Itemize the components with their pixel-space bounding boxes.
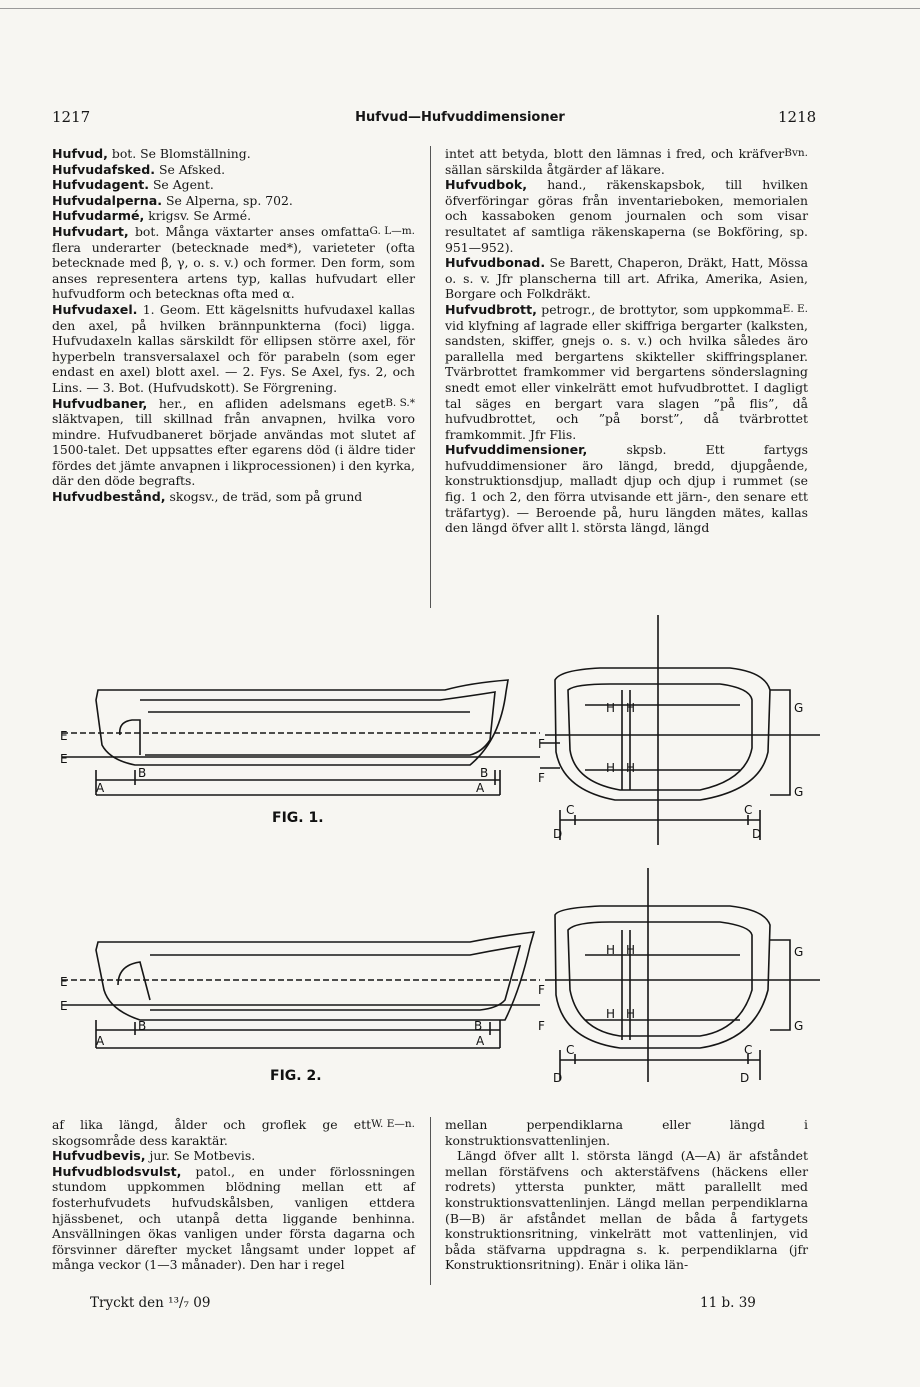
fig1-caption: FIG. 1. <box>272 810 324 826</box>
entry-headword: Hufvudart, <box>52 223 129 239</box>
fig2-label-b-left: B <box>138 1019 147 1033</box>
entry-text: bot. Många växtarter anses omfatta flera underarter (betecknade med*), varieteter (ofta betecknade med β, γ, o. s. v.) och former. Den form, som anses representera artens typ, kallas hufvudart eller hufvudform och betecknas ofta med α. <box>52 223 415 302</box>
fig1-label-c-right: C <box>744 803 753 817</box>
fig1-label-h-3: H <box>606 761 616 775</box>
entry-signature: B. S.* <box>385 396 415 409</box>
fig2-label-c-left: C <box>566 1043 575 1057</box>
fig2-label-c-right: C <box>744 1043 753 1057</box>
entry-text: intet att betyda, blott den lämnas i fred, och kräfver sällan särskilda åtgärder af läkare. <box>445 146 785 177</box>
fig2-label-g-lower: G <box>794 1019 804 1033</box>
fig1-label-h-1: H <box>606 701 616 715</box>
entry-text: patol., en under förlossningen stundom uppkommen blödning mellan ett af fosterhufvudets hufvudskålsben, vanligen ettdera hjässbenet, och utanpå detta liggande benhinna. Ansvällningen ökas vanligen under första dagarna och försvinner därefter mycket långsamt under loppet af många veckor (1—3 månader). Den har i regel <box>52 1163 415 1273</box>
fig1-label-a-right: A <box>476 781 485 795</box>
entry-text: her., en afliden adelsmans eget släktvapen, till skillnad från anvapnen, hvilka voro mindre. Hufvudbaneret började användas mot slutet af 1500-talet. Det uppsattes efter egarens död (i äldre tider fördes det jämte anvapnen i likprocessionen) i den kyrka, där den döde begrafts. <box>52 395 415 489</box>
fig1-label-c-left: C <box>566 803 575 817</box>
entry-signature: G. L—m. <box>369 224 415 237</box>
fig2-cross-section <box>545 868 820 1082</box>
entry-text: af lika längd, ålder och groflek ge ett skogsområde dess karaktär. <box>52 1117 372 1148</box>
fig1-label-d-right: D <box>752 827 762 841</box>
fig1-label-g-upper: G <box>794 701 804 715</box>
entry-headword: Hufvudagent. <box>52 177 149 193</box>
fig1-label-f-lower: F <box>538 771 545 785</box>
fig2-side-view <box>62 932 540 1048</box>
entry-text: krigsv. Se Armé. <box>144 208 252 224</box>
fig1-label-d-left: D <box>553 827 563 841</box>
fig1-label-f-upper: F <box>538 737 545 751</box>
entry-headword: Hufvudbestånd, <box>52 489 166 505</box>
fig1-label-h-2: H <box>626 701 636 715</box>
entry-headword: Hufvudbevis, <box>52 1148 146 1164</box>
entry-signature: E. E. <box>782 302 808 315</box>
fig2-label-h-3: H <box>606 1007 616 1021</box>
fig1-side-view <box>62 680 540 795</box>
fig2-label-h-4: H <box>626 1007 636 1021</box>
fig1-label-g-lower: G <box>794 785 804 799</box>
entry-headword: Hufvudbaner, <box>52 395 148 411</box>
fig2-label-g-upper: G <box>794 945 804 959</box>
entry-text: bot. Se Blomställning. <box>107 146 251 161</box>
entry-headword: Hufvudblodsvulst, <box>52 1163 182 1179</box>
signature-mark: 11 b. 39 <box>700 1295 756 1311</box>
entry-text: Se Afsked. <box>155 161 226 177</box>
fig1-label-e-upper: E <box>60 729 68 743</box>
entry-text: mellan perpendiklarna eller längd i konstruktionsvattenlinjen. <box>445 1117 808 1148</box>
fig1-label-b-right: B <box>480 766 489 780</box>
entry-text: Längd öfver allt l. största längd (A—A) är afståndet mellan förstäfvens och akterstäfvens (häckens eller rodrets) yttersta punkter, mätt parallellt med konstruktionsvattenlinjen. Längd mellan perpendiklarna (B—B) är afståndet mellan de båda å fartygets konstruktionsritning, vinkelrätt mot vattenlinjen, vid båda stäfvarna uppdragna s. k. perpendiklarna (jfr Konstruktionsritning). Enär i olika län- <box>445 1148 808 1273</box>
fig2-label-d-right: D <box>740 1071 750 1085</box>
fig1-label-h-4: H <box>626 761 636 775</box>
entry-signature: W. E—n. <box>371 1118 415 1130</box>
entry-text: Se Agent. <box>149 177 214 193</box>
fig2-label-h-2: H <box>626 943 636 957</box>
right-page-number: 1218 <box>778 108 817 126</box>
entry-headword: Hufvudaxel. <box>52 301 138 317</box>
fig2-label-h-1: H <box>606 943 616 957</box>
entry-text: Se Barett, Chaperon, Dräkt, Hatt, Mössa o. s. v. Jfr planscherna till art. Afrika, Amerika, Asien, Borgare och Folkdräkt. <box>445 255 808 302</box>
entry-text: skogsv., de träd, som på grund <box>165 489 363 505</box>
entry-text: jur. Se Motbevis. <box>145 1148 256 1164</box>
entry-headword: Hufvudbonad. <box>445 255 546 271</box>
fig1-label-a-left: A <box>96 781 105 795</box>
entry-headword: Hufvudafsked. <box>52 161 156 177</box>
fig1-label-e-lower: E <box>60 752 68 766</box>
entry-headword: Hufvudbrott, <box>445 301 537 317</box>
entry-headword: Hufvudarmé, <box>52 208 145 224</box>
entry-headword: Hufvudalperna. <box>52 192 163 208</box>
entry-text: 1. Geom. Ett kägelsnitts hufvudaxel kallas den axel, på hvilken brännpunkterna (foci) ligga. Hufvudaxeln kallas särskildt för ellipsen större axel, för hyperbeln transversalaxel och för parabeln (som eger endast en axel) blott axel. — 2. Fys. Se Axel, fys. 2, och Lins. — 3. Bot. (Hufvudskott). Se Förgrening. <box>52 301 415 395</box>
left-page-number: 1217 <box>52 108 91 126</box>
fig1-label-b-left: B <box>138 766 147 780</box>
entry-headword: Hufvud, <box>52 146 108 161</box>
entry-headword: Hufvudbok, <box>445 177 528 193</box>
entry-headword: Hufvuddimensioner, <box>445 442 588 458</box>
print-date: Tryckt den ¹³/₇ 09 <box>90 1295 211 1311</box>
fig2-label-a-left: A <box>96 1034 105 1048</box>
fig2-label-e-upper: E <box>60 975 68 989</box>
entry-text: Se Alperna, sp. 702. <box>162 192 293 208</box>
entry-text: hand., räkenskapsbok, till hvilken öfverföringar göras från inventarieboken, memorialen och kassaboken genom journalen och som visar resultatet af samtliga räkenskaperna (se Bokföring, sp. 951—952). <box>445 177 808 255</box>
fig2-label-b-right: B <box>474 1019 483 1033</box>
fig2-label-f-lower: F <box>538 1019 545 1033</box>
fig1-cross-section <box>540 615 820 845</box>
entry-text: skpsb. Ett fartygs hufvuddimensioner äro längd, bredd, djupgående, konstruktionsdjup, malladt djup och djup i rummet (se fig. 1 och 2, den förra utvisande ett järn-, den senare ett träfartyg). — Beroende på, huru längden mätes, kallas den längd öfver allt l. största längd, längd <box>445 442 808 536</box>
fig2-caption: FIG. 2. <box>270 1068 322 1084</box>
fig2-label-d-left: D <box>553 1071 563 1085</box>
fig2-label-f-upper: F <box>538 983 545 997</box>
running-title: Hufvud—Hufvuddimensioner <box>355 110 565 125</box>
fig2-label-a-right: A <box>476 1034 485 1048</box>
entry-text: petrogr., de brottytor, som uppkomma vid klyfning af lagrade eller skiffriga bergarter (kalksten, sandsten, skiffer, gnejs o. s. v.) och hvilka således äro parallella med bergartens skiktеller skiffringsplaner. Tvärbrottet framkommer vid bergartens sönderslagning snedt emot eller vinkelrätt emot hufvudbrottet. I dagligt tal säges en bergart vara slagen ”på flis”, då hufvudbrottet, och ”på borst”, då tvärbrottet framkommit. Jfr Flis. <box>445 301 808 442</box>
entry-signature: Bvn. <box>784 147 808 159</box>
fig2-label-e-lower: E <box>60 999 68 1013</box>
